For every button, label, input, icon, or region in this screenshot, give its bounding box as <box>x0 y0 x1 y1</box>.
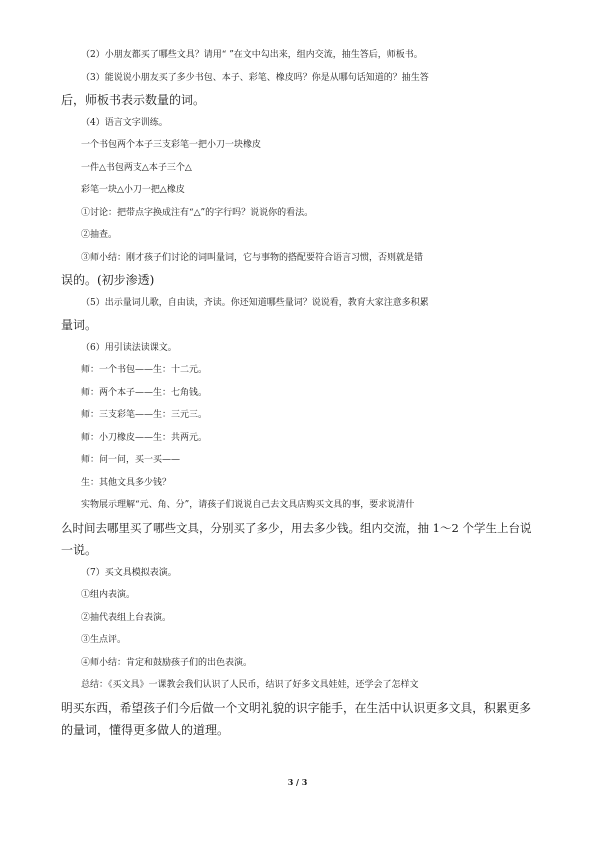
text-line: 一说。 <box>61 543 98 557</box>
text-line: （5）出示量词儿歌，自由读，齐读。你还知道哪些量词？说说看，教育大家注意多积累 <box>81 297 429 308</box>
text-line: ④师小结：肯定和鼓励孩子们的出色表演。 <box>81 657 253 668</box>
text-line: 误的。(初步渗透) <box>61 273 155 287</box>
text-line: （6）用引读法读课文。 <box>81 342 177 353</box>
text-line: 师：两个本子——生：七角钱。 <box>81 387 208 398</box>
text-line: （4）语言文字训练。 <box>81 117 168 128</box>
text-line: 量词。 <box>61 318 98 332</box>
text-line: ③生点评。 <box>81 635 127 645</box>
text-line: （2）小朋友都买了哪些文具？请用“ ”在文中勾出来，组内交流，抽生答后，师板书。 <box>81 50 423 60</box>
text-line: ①组内表演。 <box>81 590 136 600</box>
text-line: 师：小刀橡皮——生：共两元。 <box>81 432 208 443</box>
text-line: ③师小结：刚才孩子们讨论的词叫量词，它与事物的搭配要符合语言习惯，否则就是错 <box>81 252 424 263</box>
text-line: （3）能说说小朋友买了多少书包、本子、彩笔、橡皮吗？你是从哪句话知道的？抽生答 <box>81 72 429 83</box>
text-line: 师：问一问，买一买—— <box>81 455 181 465</box>
text-line: ②抽代表组上台表演。 <box>81 612 172 623</box>
text-line: 一个书包两个本子三支彩笔一把小刀一块橡皮 <box>81 140 262 150</box>
text-line: 的量词，懂得更多做人的道理。 <box>61 723 230 737</box>
text-line: 师：一个书包——生：十二元。 <box>81 365 208 375</box>
text-line: 生：其他文具多少钱？ <box>81 477 172 488</box>
text-line: ①讨论：把带点字换成注有“△”的字行吗？说说你的看法。 <box>81 207 314 218</box>
text-line: ②抽查。 <box>81 230 118 240</box>
text-line: （7）买文具模拟表演。 <box>81 567 177 578</box>
text-line: 明买东西，希望孩子们今后做一个文明礼貌的识字能手，在生活中认识更多文具，积累更多 <box>61 700 531 715</box>
text-line: 实物展示理解“元、角、分”，请孩子们说说自己去文具店购买文具的事，要求说清什 <box>81 500 415 510</box>
page-number: 3 / 3 <box>287 777 308 787</box>
text-line: 彩笔一块△小刀一把△橡皮 <box>81 185 185 195</box>
text-line: 一件△书包两支△本子三个△ <box>81 162 192 173</box>
text-line: 么时间去哪里买了哪些文具，分别买了多少，用去多少钱。组内交流，抽 1～2 个学生上台说 <box>61 520 532 535</box>
document-body <box>61 44 537 742</box>
text-line: 总结：《买文具》一课教会我们认识了人民币，结识了好多文具娃娃，还学会了怎样文 <box>81 680 419 690</box>
text-line: 后，师板书表示数量的词。 <box>61 93 206 107</box>
text-line: 师：三支彩笔——生：三元三。 <box>81 410 208 420</box>
